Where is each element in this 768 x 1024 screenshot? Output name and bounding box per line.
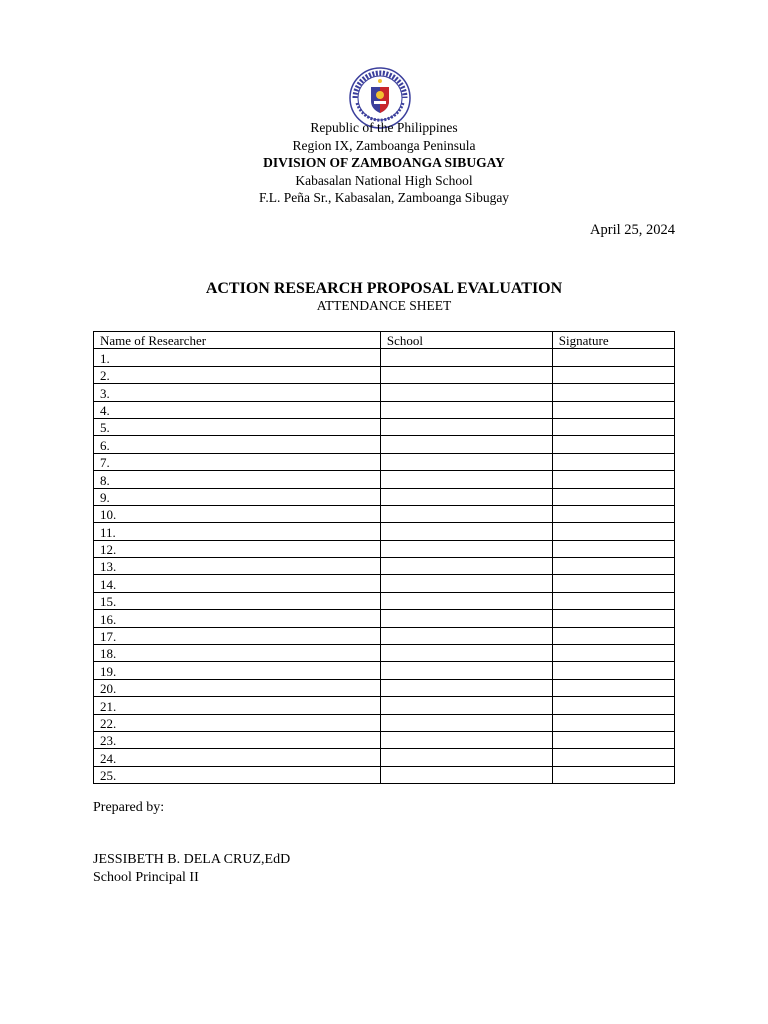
signature-cell [552,366,674,383]
table-row [94,384,675,401]
row-number-cell: 13. [94,558,381,575]
table-row [94,714,675,731]
school-cell [380,592,552,609]
row-number-cell: 23. [94,731,381,748]
table-row [94,436,675,453]
signature-cell [552,662,674,679]
row-number-cell: 25. [94,766,381,783]
row-number-cell: 1. [94,349,381,366]
table-row [94,592,675,609]
school-cell [380,731,552,748]
signature-cell [552,471,674,488]
table-row [94,453,675,470]
row-number-cell: 21. [94,697,381,714]
prepared-by-label: Prepared by: [93,800,165,815]
table-row [94,662,675,679]
signature-cell [552,349,674,366]
letterhead [0,119,768,207]
signature-cell [552,610,674,627]
signature-cell [552,540,674,557]
table-row [94,731,675,748]
signature-cell [552,384,674,401]
school-cell [380,349,552,366]
title-block [0,279,768,314]
signature-cell [552,592,674,609]
school-cell [380,471,552,488]
row-number-cell: 4. [94,401,381,418]
school-cell [380,523,552,540]
school-cell [380,679,552,696]
row-number-cell: 22. [94,714,381,731]
table-row [94,645,675,662]
signature-cell [552,766,674,783]
row-number-cell: 19. [94,662,381,679]
school-cell [380,453,552,470]
document-title: ACTION RESEARCH PROPOSAL EVALUATION [205,280,563,297]
school-cell [380,366,552,383]
column-header-signature: Signature [552,332,674,349]
school-cell [380,540,552,557]
table-row [94,366,675,383]
table-row [94,575,675,592]
school-cell [380,610,552,627]
school-line: Kabasalan National High School [295,172,473,188]
column-header-school: School [380,332,552,349]
table-row [94,697,675,714]
row-number-cell: 17. [94,627,381,644]
school-cell [380,749,552,766]
column-header-name: Name of Researcher [94,332,381,349]
signature-cell [552,731,674,748]
row-number-cell: 2. [94,366,381,383]
signature-cell [552,453,674,470]
republic-line: Republic of the Philippines [310,120,458,135]
attendance-rows [94,349,675,784]
signature-cell [552,627,674,644]
signer-name: JESSIBETH B. DELA CRUZ,EdD [93,852,291,867]
address-line: F.L. Peña Sr., Kabasalan, Zamboanga Sibugay [258,190,510,205]
table-row [94,540,675,557]
signature-cell [552,505,674,522]
row-number-cell: 5. [94,418,381,435]
school-cell [380,645,552,662]
school-cell [380,662,552,679]
table-header-row [94,332,675,349]
row-number-cell: 8. [94,471,381,488]
signature-cell [552,697,674,714]
row-number-cell: 14. [94,575,381,592]
row-number-cell: 7. [94,453,381,470]
table-row [94,349,675,366]
row-number-cell: 11. [94,523,381,540]
table-row [94,401,675,418]
row-number-cell: 20. [94,679,381,696]
school-cell [380,384,552,401]
table-row [94,471,675,488]
signer-position: School Principal II [93,870,199,885]
table-row [94,627,675,644]
region-line: Region IX, Zamboanga Peninsula [292,137,476,153]
signature-cell [552,714,674,731]
attendance-table [93,331,675,784]
row-number-cell: 24. [94,749,381,766]
signature-cell [552,575,674,592]
signature-cell [552,679,674,696]
table-row [94,523,675,540]
table-row [94,679,675,696]
table-row [94,505,675,522]
school-cell [380,627,552,644]
signature-cell [552,488,674,505]
document-date: April 25, 2024 [590,222,675,238]
school-cell [380,436,552,453]
signature-cell [552,436,674,453]
division-line: DIVISION OF ZAMBOANGA SIBUGAY [263,155,505,170]
row-number-cell: 6. [94,436,381,453]
school-cell [380,697,552,714]
table-row [94,488,675,505]
signatory [93,851,290,887]
signature-cell [552,749,674,766]
row-number-cell: 15. [94,592,381,609]
table-row [94,418,675,435]
row-number-cell: 10. [94,505,381,522]
school-cell [380,418,552,435]
row-number-cell: 16. [94,610,381,627]
school-cell [380,714,552,731]
school-cell [380,401,552,418]
row-number-cell: 3. [94,384,381,401]
table-row [94,558,675,575]
school-cell [380,575,552,592]
signature-cell [552,558,674,575]
school-cell [380,766,552,783]
signature-cell [552,418,674,435]
row-number-cell: 12. [94,540,381,557]
school-cell [380,488,552,505]
table-row [94,749,675,766]
signature-cell [552,523,674,540]
school-cell [380,505,552,522]
table-row [94,610,675,627]
row-number-cell: 18. [94,645,381,662]
table-row [94,766,675,783]
signature-cell [552,645,674,662]
school-cell [380,558,552,575]
document-subtitle: ATTENDANCE SHEET [316,298,452,313]
row-number-cell: 9. [94,488,381,505]
signature-cell [552,401,674,418]
